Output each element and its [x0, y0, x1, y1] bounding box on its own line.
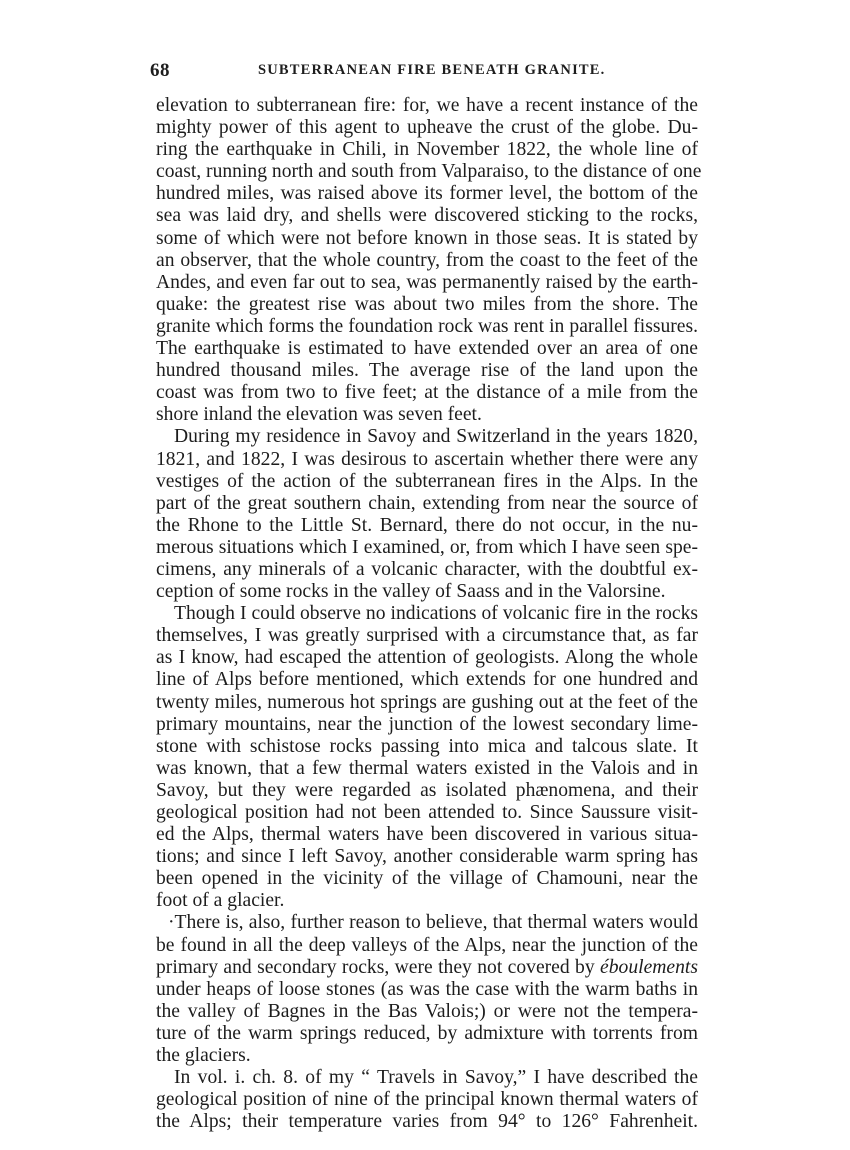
text-line: Though I could observe no indications of volcanic fire in the rocks	[174, 603, 698, 625]
text-line: hundred miles, was raised above its former level, the bottom of the	[156, 183, 698, 205]
body-text	[156, 95, 702, 1133]
text-line: shore inland the elevation was seven feet.	[156, 404, 482, 426]
text-line: cimens, any minerals of a volcanic character, with the doubtful ex-	[156, 558, 698, 580]
text-line: Savoy, but they were regarded as isolated phænomena, and their	[156, 779, 698, 801]
text-line: merous situations which I examined, or, from which I have seen spe-	[156, 536, 698, 558]
running-head: SUBTERRANEAN FIRE BENEATH GRANITE.	[258, 62, 606, 78]
text-line: granite which forms the foundation rock was rent in parallel fissures.	[156, 315, 698, 337]
text-line: tions; and since I left Savoy, another considerable warm spring has	[156, 846, 698, 868]
text-line: ture of the warm springs reduced, by admixture with torrents from	[156, 1022, 698, 1044]
text-line: coast, running north and south from Valparaiso, to the distance of one	[156, 161, 702, 183]
text-line: line of Alps before mentioned, which extends for one hundred and	[156, 669, 698, 691]
text-line: foot of a glacier.	[156, 890, 285, 912]
paragraph-3	[156, 603, 698, 912]
text-line: The earthquake is estimated to have extended over an area of one	[156, 338, 698, 360]
text-line: ception of some rocks in the valley of Saass and in the Valorsine.	[156, 581, 666, 603]
text-line: the Alps; their temperature varies from 94° to 126° Fahrenheit.	[156, 1111, 698, 1133]
text-line: the Rhone to the Little St. Bernard, there do not occur, in the nu-	[156, 514, 698, 536]
text-line: primary and secondary rocks, were they not covered by éboulements	[156, 956, 698, 978]
text-line: Andes, and even far out to sea, was permanently raised by the earth-	[156, 271, 698, 293]
text-line: hundred thousand miles. The average rise of the land upon the	[156, 360, 698, 382]
paragraph-2	[156, 426, 698, 603]
text-line: During my residence in Savoy and Switzerland in the years 1820,	[174, 426, 698, 448]
text-line: as I know, had escaped the attention of geologists. Along the whole	[156, 647, 698, 669]
text-line: mighty power of this agent to upheave the crust of the globe. Du-	[156, 117, 698, 139]
text-line: an observer, that the whole country, from the coast to the feet of the	[156, 249, 698, 271]
text-line: sea was laid dry, and shells were discovered sticking to the rocks,	[156, 205, 698, 227]
text-line: under heaps of loose stones (as was the case with the warm baths in	[156, 978, 698, 1000]
text-line: quake: the greatest rise was about two miles from the shore. The	[156, 293, 698, 315]
text-line: In vol. i. ch. 8. of my “ Travels in Savoy,” I have described the	[174, 1067, 698, 1089]
text-line: the valley of Bagnes in the Bas Valois;) or were not the tempera-	[156, 1000, 698, 1022]
text-line: ·There is, also, further reason to believe, that thermal waters would	[168, 912, 698, 934]
text-line: coast was from two to five feet; at the distance of a mile from the	[156, 382, 698, 404]
text-line: 1821, and 1822, I was desirous to ascertain whether there were any	[156, 448, 698, 470]
text-line: the glaciers.	[156, 1045, 251, 1067]
text-line: part of the great southern chain, extending from near the source of	[156, 492, 698, 514]
running-header	[150, 60, 702, 82]
page-number: 68	[150, 60, 170, 81]
text-line: geological position had not been attended to. Since Saussure visit-	[156, 802, 698, 823]
text-line: be found in all the deep valleys of the Alps, near the junction of the	[156, 934, 698, 956]
text-line: ring the earthquake in Chili, in November 1822, the whole line of	[156, 139, 698, 161]
paragraph-5	[156, 1067, 698, 1133]
italic-term: éboulements	[600, 956, 698, 978]
text-line: primary mountains, near the junction of the lowest secondary lime-	[156, 713, 698, 735]
text-line: some of which were not before known in those seas. It is stated by	[156, 227, 698, 249]
text-line: ed the Alps, thermal waters have been discovered in various situa-	[156, 824, 698, 846]
text-line: geological position of nine of the principal known thermal waters of	[156, 1089, 698, 1111]
text-line: stone with schistose rocks passing into mica and talcous slate. It	[156, 735, 698, 757]
paragraph-4	[156, 912, 698, 1067]
text-line: themselves, I was greatly surprised with a circumstance that, as far	[156, 625, 698, 647]
text-line: vestiges of the action of the subterranean fires in the Alps. In the	[156, 470, 698, 492]
paragraph-1	[156, 95, 702, 426]
text-line: been opened in the vicinity of the village of Chamouni, near the	[156, 868, 698, 890]
text-line: elevation to subterranean fire: for, we have a recent instance of the	[156, 95, 698, 116]
text-line: twenty miles, numerous hot springs are gushing out at the feet of the	[156, 691, 698, 713]
text-line: was known, that a few thermal waters existed in the Valois and in	[156, 757, 698, 779]
